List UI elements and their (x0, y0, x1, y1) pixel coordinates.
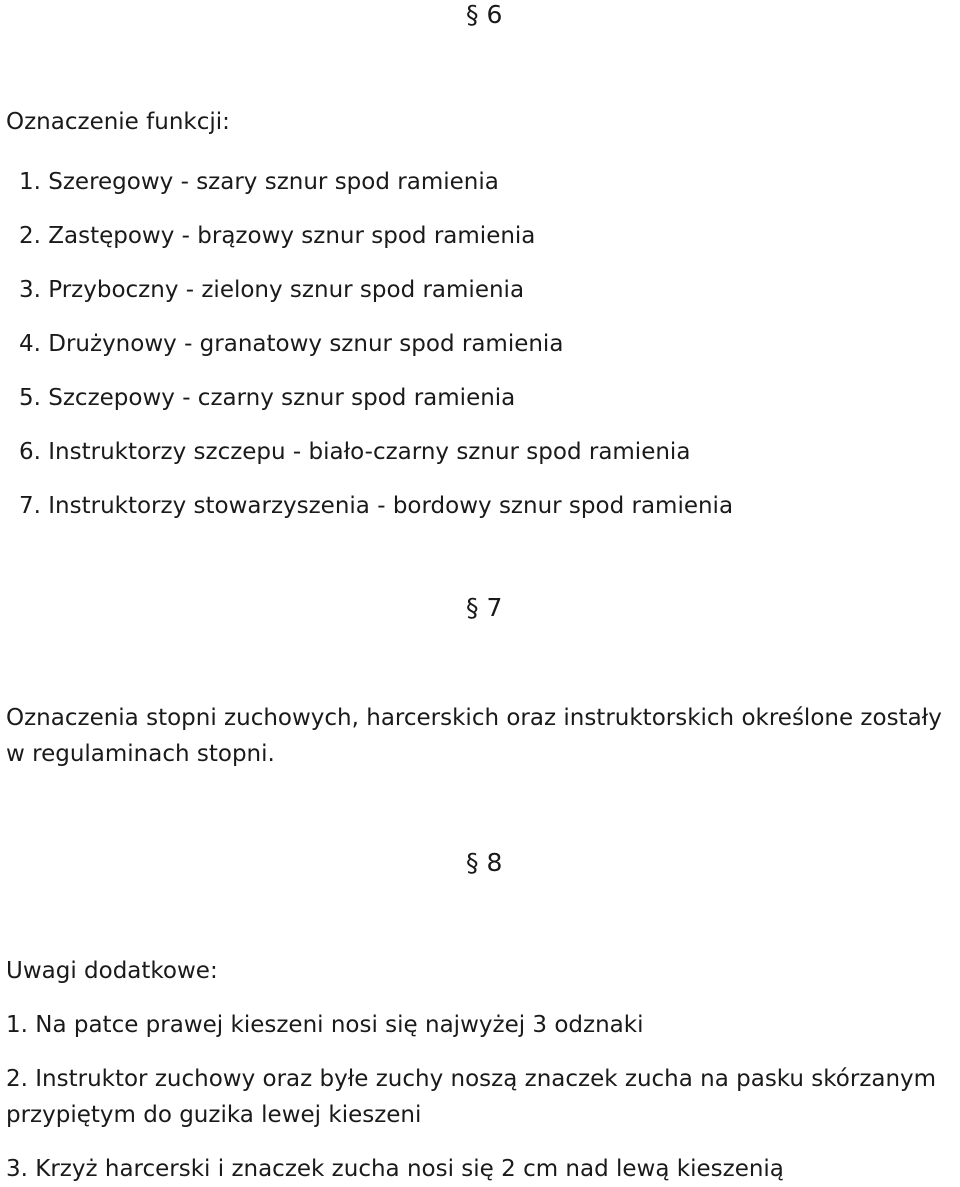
list-item: 5. Szczepowy - czarny sznur spod ramienia (19, 385, 516, 411)
degrees-text: Oznaczenia stopni zuchowych, harcerskich oraz instruktorskich określone zostały w regulaminach stopni. (6, 705, 942, 767)
note-item: 3. Krzyż harcerski i znaczek zucha nosi się 2 cm nad lewą kieszenią (6, 1156, 784, 1182)
note-item: 2. Instruktor zuchowy oraz byłe zuchy noszą znaczek zucha na pasku skórzanym przypiętym do guzika lewej kieszeni (6, 1066, 937, 1128)
functions-intro: Oznaczenie funkcji: (6, 109, 230, 135)
notes-intro: Uwagi dodatkowe: (6, 958, 218, 984)
section-6-heading: § 6 (466, 0, 503, 29)
list-item: 1. Szeregowy - szary sznur spod ramienia (19, 169, 499, 195)
list-item: 7. Instruktorzy stowarzyszenia - bordowy sznur spod ramienia (19, 493, 734, 519)
functions-list (19, 155, 733, 533)
note-item: 1. Na patce prawej kieszeni nosi się najwyżej 3 odznaki (6, 1012, 644, 1038)
list-item: 6. Instruktorzy szczepu - biało-czarny sznur spod ramienia (19, 439, 691, 465)
list-item: 2. Zastępowy - brązowy sznur spod ramienia (19, 223, 536, 249)
section-8-heading: § 8 (466, 848, 503, 877)
list-item: 4. Drużynowy - granatowy sznur spod ramienia (19, 331, 564, 357)
list-item: 3. Przyboczny - zielony sznur spod ramienia (19, 277, 525, 303)
section-7-heading: § 7 (466, 593, 503, 622)
